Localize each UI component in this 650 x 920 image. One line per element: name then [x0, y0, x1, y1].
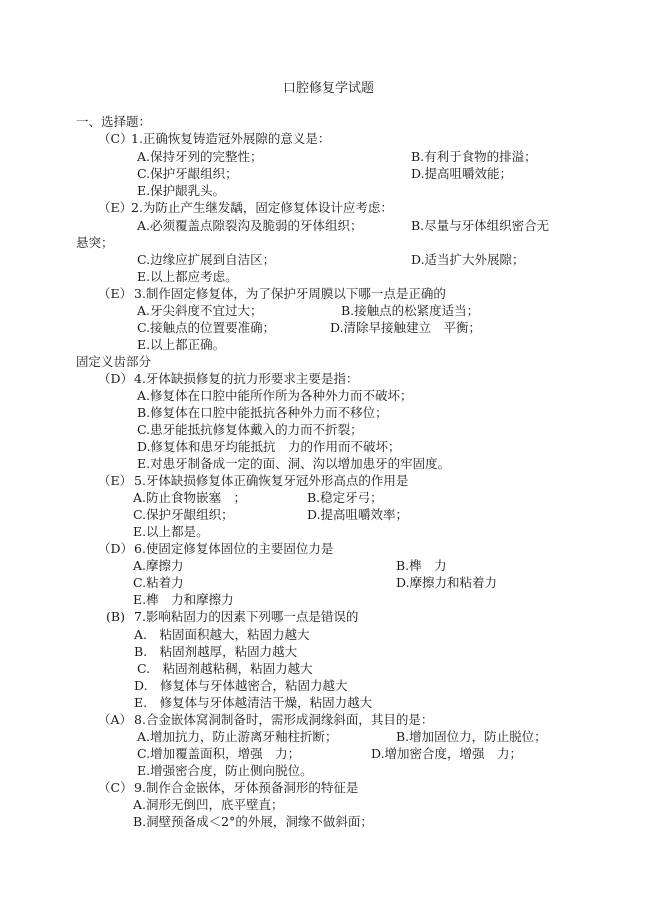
q7-option-b: B. 粘固剂越厚，粘固力越大 — [134, 644, 298, 659]
q5-option-a: A.防止食物嵌塞 ； — [133, 490, 247, 505]
q3-option-b: B.接触点的松紧度适当； — [341, 303, 480, 318]
q3-option-a: A.牙尖斜度不宜过大； — [137, 303, 263, 318]
q2-stem: 2.为防止产生继发龋，固定修复体设计应考虑： — [131, 200, 393, 215]
q2-option-c: C.边缘应扩展到自洁区； — [137, 252, 276, 267]
q9-answer: （C） — [98, 780, 133, 795]
q1-option-e: E.保护龈乳头。 — [137, 183, 226, 198]
q1-option-d: D.提高咀嚼效能； — [411, 166, 513, 181]
q8-option-b: B.增加固位力，防止脱位； — [396, 729, 547, 744]
q6-option-b: B.榫 力 — [396, 558, 447, 573]
q8-stem: 8.合金嵌体窝洞制备时，需形成洞缘斜面，其目的是： — [134, 712, 434, 727]
q7-option-c: C. 粘固剂越粘稠，粘固力越大 — [137, 661, 313, 676]
q4-option-c: C.患牙能抵抗修复体戴入的力而不折裂； — [137, 422, 363, 437]
q4-answer: （D） — [98, 371, 134, 386]
q6-option-e: E.榫 力和摩擦力 — [133, 592, 234, 607]
q5-option-d: D.提高咀嚼效率； — [307, 507, 409, 522]
section-heading-fixed-denture: 固定义齿部分 — [76, 354, 152, 369]
q5-option-b: B.稳定牙弓； — [307, 490, 383, 505]
q5-stem: 5.牙体缺损修复体正确恢复牙冠外形高点的作用是 — [134, 473, 409, 488]
q4-option-d: D.修复体和患牙均能抵抗 力的作用而不破坏； — [137, 439, 401, 454]
q3-stem: 3.制作固定修复体，为了保护牙周膜以下哪一点是正确的 — [134, 286, 446, 301]
q2-option-d: D.适当扩大外展隙； — [411, 252, 525, 267]
q7-stem: 7.影响粘固力的因素下列哪一点是错误的 — [134, 609, 359, 624]
q8-answer: （A） — [98, 712, 133, 727]
q3-answer: （E） — [98, 286, 133, 301]
q1-answer: （C） — [98, 131, 133, 146]
section-heading-choice: 一、选择题： — [76, 114, 152, 129]
q9-option-b: B.洞壁预备成＜2°的外展，洞缘不做斜面； — [133, 814, 373, 829]
q3-option-c: C.接触点的位置要准确； — [137, 320, 276, 335]
q3-option-e: E.以上都正确。 — [137, 337, 226, 352]
q7-option-a: A. 粘固面积越大，粘固力越大 — [134, 627, 310, 642]
q8-option-e: E.增强密合度，防止侧向脱位。 — [137, 763, 313, 778]
q1-option-c: C.保护牙龈组织； — [137, 166, 238, 181]
q6-stem: 6.使固定修复体固位的主要固位力是 — [134, 541, 334, 556]
q2-option-a: A.必须覆盖点隙裂沟及脆弱的牙体组织； — [137, 218, 363, 233]
q7-option-e: E. 修复体与牙体越清洁干燥，粘固力越大 — [134, 695, 373, 710]
q2-option-b: B.尽量与牙体组织密合无 — [411, 218, 550, 233]
q8-option-d: D.增加密合度，增强 力； — [371, 746, 523, 761]
q1-option-a: A.保持牙列的完整性； — [137, 149, 263, 164]
q5-option-c: C.保护牙龈组织； — [133, 507, 234, 522]
q4-stem: 4.牙体缺损修复的抗力形要求主要是指： — [134, 371, 359, 386]
q2-option-e: E.以上都应考虑。 — [137, 269, 238, 284]
q8-option-a: A.增加抗力，防止游离牙釉柱折断； — [137, 729, 338, 744]
q6-answer: （D） — [98, 541, 134, 556]
q1-option-b: B.有利于食物的排溢； — [411, 149, 537, 164]
q6-option-a: A.摩擦力 — [133, 558, 184, 573]
q9-option-a: A.洞形无倒凹，底平壁直； — [133, 797, 284, 812]
page-title: 口腔修复学试题 — [283, 81, 375, 96]
q7-answer: (B) — [106, 609, 125, 624]
q5-answer: （E） — [98, 473, 133, 488]
q4-option-b: B.修复体在口腔中能抵抗各种外力而不移位； — [137, 405, 388, 420]
q3-option-d: D.清除早接触建立 平衡； — [330, 320, 482, 335]
q8-option-c: C.增加覆盖面积，增强 力； — [137, 746, 301, 761]
q2-answer: （E） — [98, 200, 133, 215]
q6-option-c: C.粘着力 — [133, 575, 184, 590]
q5-option-e: E.以上都是。 — [133, 524, 209, 539]
q9-stem: 9.制作合金嵌体，牙体预备洞形的特征是 — [134, 780, 359, 795]
q4-option-e: E.对患牙制备成一定的面、洞、沟以增加患牙的牢固度。 — [137, 456, 451, 471]
q2-option-b-continued: 悬突； — [76, 235, 114, 250]
q4-option-a: A.修复体在口腔中能所作所为各种外力而不破坏； — [137, 388, 413, 403]
q7-option-d: D. 修复体与牙体越密合，粘固力越大 — [134, 678, 348, 693]
q6-option-d: D.摩擦力和粘着力 — [396, 575, 498, 590]
q1-stem: 1.正确恢复铸造冠外展隙的意义是： — [131, 131, 331, 146]
